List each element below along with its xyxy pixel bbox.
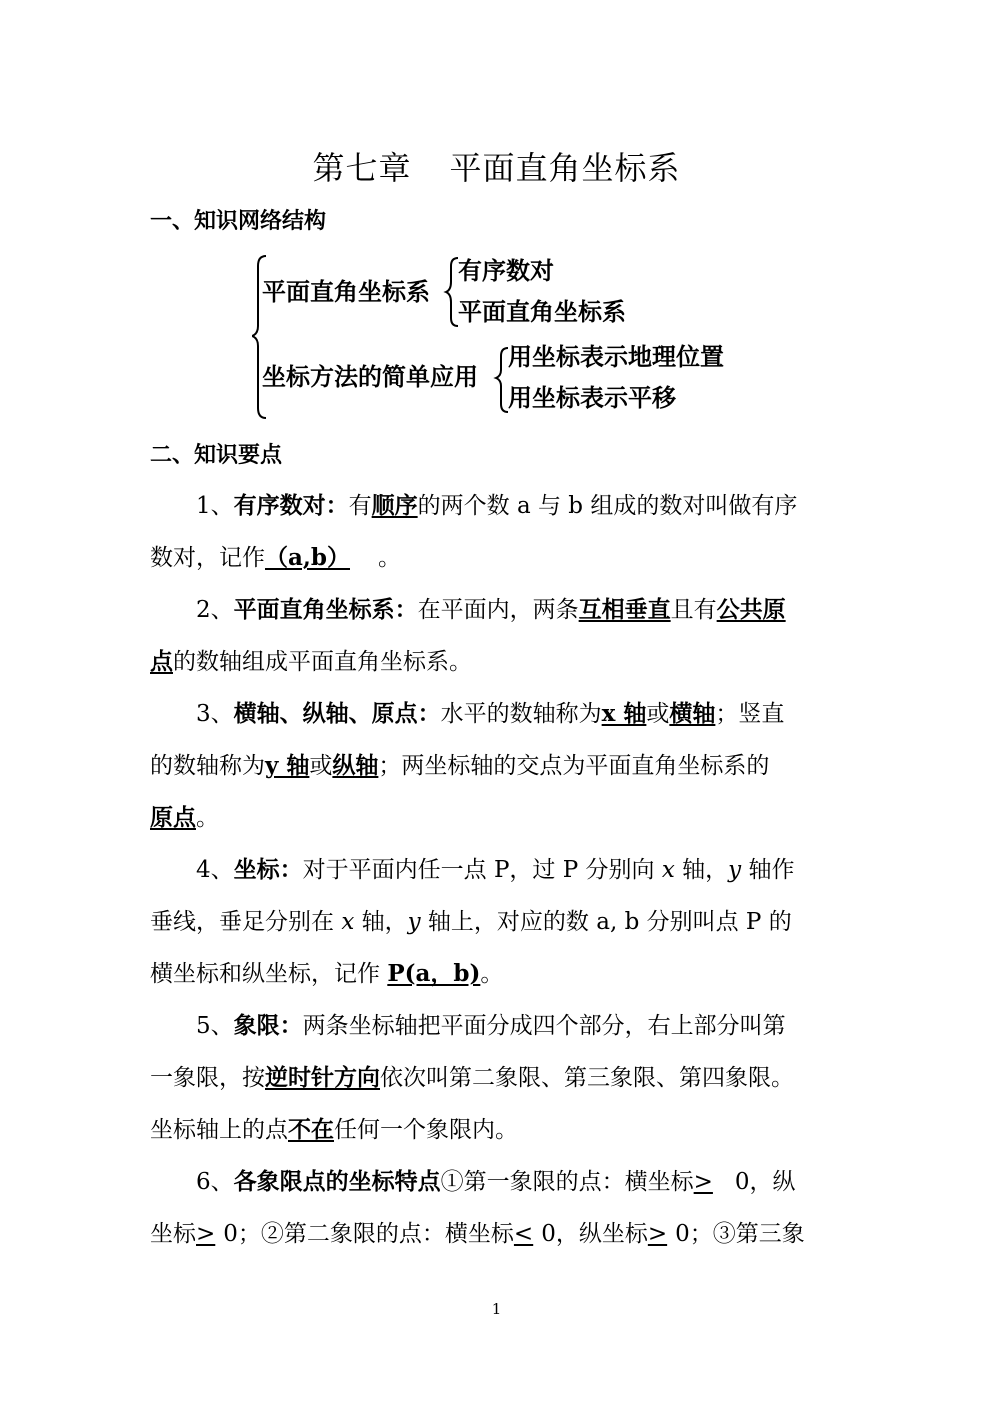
point-number: 1、 [196, 493, 234, 519]
point-6-text [150, 1156, 845, 1208]
point-2-text [150, 584, 845, 636]
keyword: 点 [150, 648, 173, 675]
tree-leaf-geo-position: 用坐标表示地理位置 [508, 342, 724, 371]
point-4-cont [150, 896, 845, 948]
point-number: 2、 [196, 597, 234, 623]
tree-leaf-ordered-pair: 有序数对 [458, 256, 554, 285]
text: 的数轴组成平面直角坐标系。 [173, 649, 472, 675]
point-heading: 横轴、纵轴、原点： [233, 700, 441, 727]
text: 0，纵 [734, 1169, 796, 1195]
point-number: 3、 [196, 701, 234, 727]
text: 轴作 [741, 857, 795, 883]
text: 垂线，垂足分别在 [150, 909, 342, 935]
point-heading: 坐标： [233, 856, 303, 883]
keyword: x 轴 [601, 700, 647, 727]
text: 在平面内，两条 [417, 597, 579, 623]
tree-node-coordinate-system: 平面直角坐标系 [262, 277, 430, 306]
text: 或 [309, 753, 333, 779]
point-ordered-pair [150, 480, 845, 584]
text: 轴， [674, 857, 729, 883]
point-number: 5、 [196, 1013, 234, 1039]
text: 。 [378, 545, 401, 571]
point-1-text [150, 480, 845, 532]
keyword: P(a，b) [387, 960, 481, 987]
text: 0，纵坐标 [541, 1221, 648, 1247]
math-y: y [407, 909, 421, 935]
page-number: 1 [491, 1300, 502, 1318]
point-axes-origin [150, 688, 845, 844]
math-x: x [341, 909, 355, 935]
point-coordinate-system [150, 584, 845, 688]
math-x: x [661, 857, 675, 883]
point-quadrant-signs [150, 1156, 845, 1260]
section-heading-key-points: 二、知识要点 [150, 442, 283, 468]
text: 数对，记作 [150, 545, 265, 571]
text: 或 [646, 701, 670, 727]
point-1-cont [150, 532, 845, 584]
point-4-text [150, 844, 845, 896]
point-number: 6、 [196, 1169, 234, 1195]
point-number: 4、 [196, 857, 234, 883]
text: 的数轴称为 [150, 753, 265, 779]
fill-blank: < [513, 1221, 534, 1247]
point-heading: 象限： [233, 1012, 303, 1039]
text: 轴上，对应的数 a, b 分别叫点 P 的 [420, 909, 792, 935]
text: 轴， [354, 909, 408, 935]
section-heading-structure: 一、知识网络结构 [150, 208, 327, 234]
tree-leaf-translation: 用坐标表示平移 [508, 383, 676, 412]
point-heading: 有序数对： [233, 492, 349, 519]
text: 横坐标和纵坐标，记作 [150, 961, 388, 987]
point-5-cont2 [150, 1104, 845, 1156]
keyword: 不在 [288, 1116, 334, 1143]
point-5-cont [150, 1052, 845, 1104]
point-quadrants [150, 1000, 845, 1156]
text: 。 [196, 805, 219, 831]
point-6-cont [150, 1208, 845, 1260]
point-3-text [150, 688, 845, 740]
point-4-cont2 [150, 948, 845, 1000]
tree-leaf-coordinate-system: 平面直角坐标系 [458, 297, 626, 326]
point-5-text [150, 1000, 845, 1052]
keyword: （a,b） [265, 544, 350, 571]
math-y: y [728, 857, 742, 883]
text: 坐标 [150, 1221, 196, 1247]
chapter-number: 第七章 [312, 149, 412, 187]
keyword: 纵轴 [332, 752, 379, 779]
point-3-cont [150, 740, 845, 792]
text: 一象限，按 [150, 1065, 265, 1091]
text: 0；③第三象 [675, 1221, 805, 1247]
text: 水平的数轴称为 [440, 701, 602, 727]
text: 两条坐标轴把平面分成四个部分，右上部分叫第 [302, 1013, 786, 1039]
keyword: y 轴 [265, 752, 310, 779]
text: 且有 [670, 597, 717, 623]
fill-blank: > [196, 1221, 216, 1247]
tree-node-applications: 坐标方法的简单应用 [262, 362, 478, 391]
keyword: 原点 [150, 804, 196, 831]
lower-sub-brace [496, 348, 508, 412]
text: 任何一个象限内。 [334, 1117, 518, 1143]
chapter-name: 平面直角坐标系 [449, 149, 681, 187]
keyword: 逆时针方向 [265, 1064, 380, 1091]
page-title [0, 148, 993, 188]
keyword: 公共原 [716, 596, 786, 623]
text: 坐标轴上的点 [150, 1117, 288, 1143]
text: 依次叫第二象限、第三象限、第四象限。 [380, 1065, 794, 1091]
keyword: 横轴 [669, 700, 716, 727]
text: ；竖直 [715, 701, 785, 727]
text: 0；②第二象限的点：横坐标 [223, 1221, 514, 1247]
point-2-cont [150, 636, 845, 688]
point-3-cont2 [150, 792, 845, 844]
text: 的两个数 a 与 b 组成的数对叫做有序 [417, 493, 798, 519]
text: ①第一象限的点：横坐标 [440, 1169, 694, 1195]
fill-blank: > [693, 1169, 713, 1195]
knowledge-tree [252, 252, 772, 422]
upper-sub-brace [446, 258, 458, 326]
point-heading: 平面直角坐标系： [233, 596, 418, 623]
text: ；两坐标轴的交点为平面直角坐标系的 [378, 753, 770, 779]
text: 。 [480, 961, 504, 987]
keyword: 顺序 [371, 492, 418, 519]
keyword: 互相垂直 [578, 596, 671, 623]
point-coordinates [150, 844, 845, 1000]
text: 对于平面内任一点 P，过 P 分别向 [302, 857, 662, 883]
fill-blank: > [647, 1221, 668, 1247]
point-heading: 各象限点的坐标特点 [233, 1168, 441, 1195]
text: 有 [348, 493, 372, 519]
